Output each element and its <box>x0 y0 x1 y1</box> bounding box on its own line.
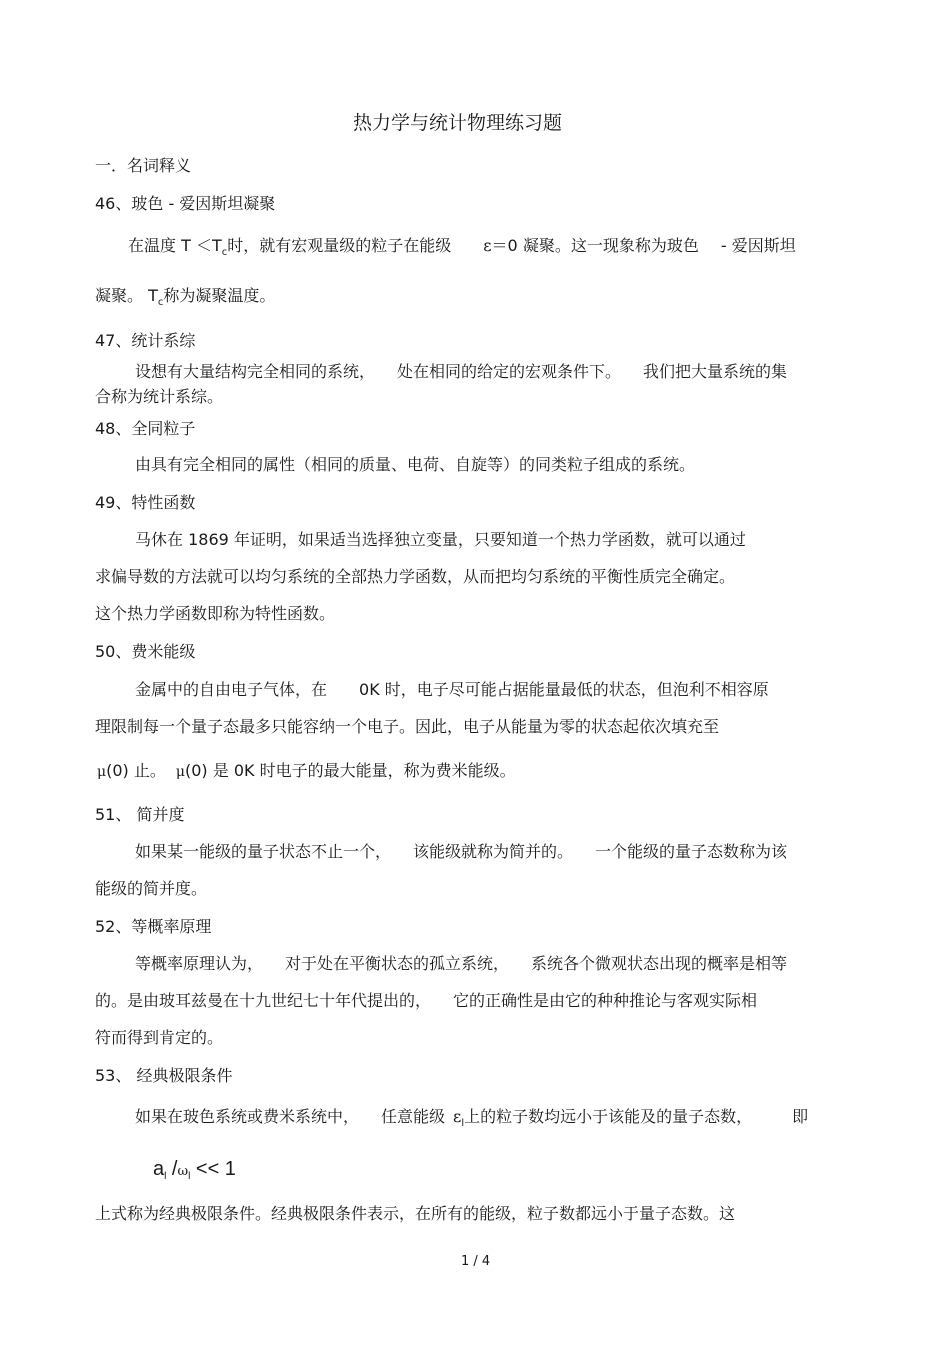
term-53-heading: 53、 经典极限条件 <box>95 1066 233 1085</box>
term-48-heading: 48、全同粒子 <box>95 419 196 438</box>
term-49-heading: 49、特性函数 <box>95 493 196 512</box>
term-50-line-2: 理限制每一个量子态最多只能容纳一个电子。因此，电子从能量为零的状态起依次填充至 <box>95 717 720 736</box>
term-52-heading: 52、等概率原理 <box>95 917 212 936</box>
page-title: 热力学与统计物理练习题 <box>353 112 563 134</box>
term-49-line-1: 马休在 1869 年证明，如果适当选择独立变量，只要知道一个热力学函数，就可以通过 <box>135 530 746 549</box>
term-47-line-1: 设想有大量结构完全相同的系统， 处在相同的给定的宏观条件下。 我们把大量系统的集 <box>135 362 788 381</box>
page-number: 1 / 4 <box>461 1254 491 1269</box>
term-51-line-1: 如果某一能级的量子状态不止一个， 该能级就称为简并的。 一个能级的量子态数称为该 <box>135 842 788 861</box>
classical-limit-formula: $a_l$ $/\omega_l << 1$ <box>153 1158 236 1182</box>
term-52-line-2: 的。是由玻耳兹曼在十九世纪七十年代提出的， 它的正确性是由它的种种推论与客观实际相 <box>95 991 758 1010</box>
epsilon-symbol: ε <box>453 1107 462 1126</box>
mu-symbol: μ <box>175 764 185 780</box>
term-52-line-3: 符而得到肯定的。 <box>95 1028 224 1047</box>
term-46-heading: 46、玻色 - 爱因斯坦凝聚 <box>95 194 276 213</box>
term-53-line-2: 上式称为经典极限条件。经典极限条件表示，在所有的能级，粒子数都远小于量子态数。这 <box>95 1204 736 1223</box>
epsilon-symbol: ε <box>483 236 492 255</box>
term-51-heading: 51、 简并度 <box>95 805 185 824</box>
term-46-line-1: 在温度 $T <T_c$时，就有宏观量级的粒子在能级 ε＝0 凝聚。这一现象称为玻色 - 爱因斯坦 <box>128 236 796 258</box>
term-49-line-2: 求偏导数的方法就可以均匀系统的全部热力学函数，从而把均匀系统的平衡性质完全确定。 <box>95 567 736 586</box>
term-47-heading: 47、统计系综 <box>95 331 196 350</box>
term-49-line-3: 这个热力学函数即称为特性函数。 <box>95 604 336 623</box>
term-52-line-1: 等概率原理认为， 对于处在平衡状态的孤立系统， 系统各个微观状态出现的概率是相等 <box>135 954 788 973</box>
term-53-line-1: 如果在玻色系统或费米系统中， 任意能级 $\varepsilon_l$上的粒子数均远小于该能及的量子态数， 即 <box>135 1107 809 1129</box>
mu-symbol: μ <box>97 764 107 780</box>
term-50-line-3: μ(0) 止。 μ(0) 是 0K 时电子的最大能量，称为费米能级。 <box>97 761 516 780</box>
term-47-line-2: 合称为统计系综。 <box>95 387 224 406</box>
section-heading: 一．名词释义 <box>95 156 192 175</box>
omega-symbol: ω <box>177 1164 189 1179</box>
term-50-line-1: 金属中的自由电子气体，在 0K 时，电子尽可能占据能量最低的状态，但泡利不相容原 <box>135 680 769 699</box>
term-46-line-2: 凝聚。 $T_c$称为凝聚温度。 <box>95 286 276 308</box>
term-50-heading: 50、费米能级 <box>95 642 196 661</box>
term-48-line-1: 由具有完全相同的属性（相同的质量、电荷、自旋等）的同类粒子组成的系统。 <box>135 455 696 474</box>
term-51-line-2: 能级的简并度。 <box>95 879 208 898</box>
